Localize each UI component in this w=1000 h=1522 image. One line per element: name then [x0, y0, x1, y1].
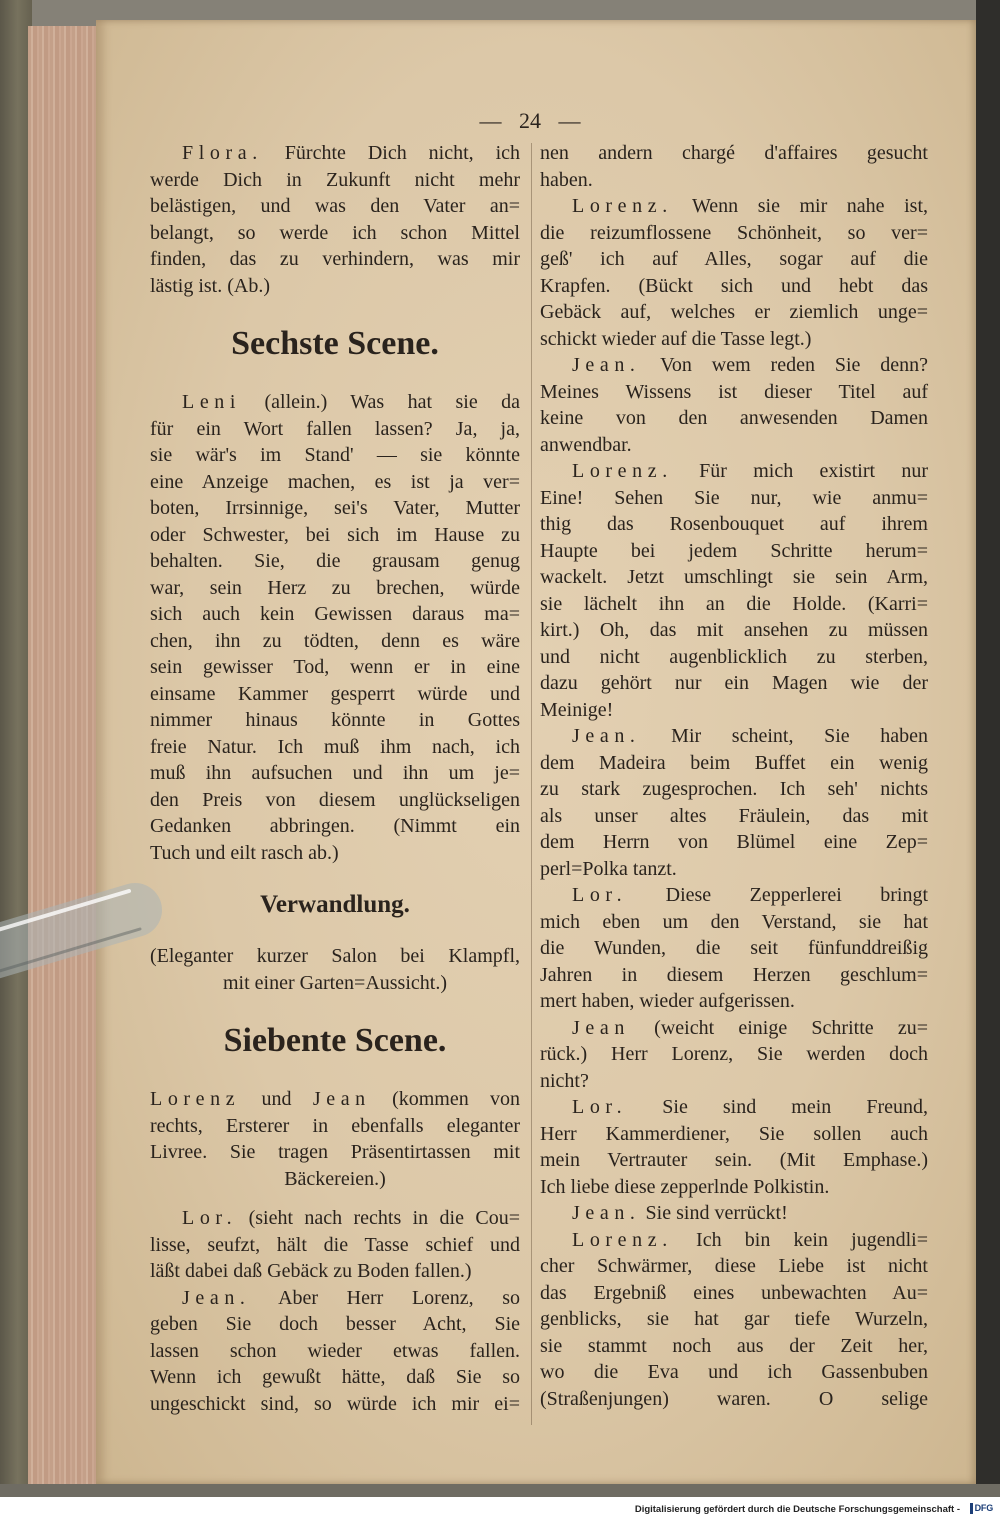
speech-paragraph	[540, 193, 928, 352]
line-text: Für mich existirt nur	[699, 460, 928, 482]
text-line: eine Anzeige machen, es ist ja ver=	[150, 470, 520, 493]
text-line: finden, das zu verhindern, was mir	[150, 248, 520, 270]
text-line	[540, 1227, 928, 1254]
text-line: Livree. Sie tragen Präsentirtassen mit	[150, 1141, 520, 1163]
text-line	[540, 1200, 928, 1227]
text-line: nimmer hinaus könnte in Gottes	[150, 709, 520, 731]
transformation-heading: Verwandlung.	[260, 890, 410, 918]
text-line: mert haben, wieder aufgerissen.	[540, 990, 795, 1012]
text-line: geß' ich auf Alles, sogar auf die	[540, 248, 928, 270]
speech-paragraph	[150, 1205, 520, 1285]
footer-bar	[0, 1497, 1000, 1522]
text-line: thig das Rosenbouquet auf ihrem	[540, 513, 928, 535]
line-text: Wenn sie mir nahe ist,	[692, 195, 928, 217]
text-line: Bäckereien.)	[284, 1167, 386, 1190]
text-line: war, sein Herz zu brechen, würde	[150, 576, 520, 599]
speaker-name: Lorenz	[150, 1088, 241, 1110]
text-line: dazu gehört nur ein Magen wie der	[540, 672, 928, 694]
text-line	[540, 1015, 928, 1042]
right-column	[540, 140, 928, 1412]
text-line: zu stark zugesprochen. Ich seh' nichts	[540, 778, 928, 800]
speech-paragraph	[540, 1094, 928, 1200]
speech-paragraph-continued	[540, 140, 928, 193]
text-line: die reizumflossene Schönheit, so ver=	[540, 221, 928, 244]
text-line: kirt.) Oh, das mit ansehen zu müssen	[540, 619, 928, 641]
text-line	[540, 723, 928, 750]
text-line	[540, 193, 928, 220]
stage-direction	[150, 1086, 520, 1192]
speech-paragraph	[540, 1200, 928, 1227]
text-line: als unser altes Fräulein, das mit	[540, 804, 928, 827]
text-line	[540, 352, 928, 379]
text-line: sie stammt noch aus der Zeit her,	[540, 1334, 928, 1357]
text-line: Meinige!	[540, 698, 614, 721]
text-line: sie lächelt ihn an die Holde. (Karri=	[540, 592, 928, 615]
text-line: (Eleganter kurzer Salon bei Klampfl,	[150, 945, 520, 967]
stage-direction	[150, 943, 520, 996]
line-text: Aber Herr Lorenz, so	[278, 1286, 520, 1309]
text-line: (Straßenjungen) waren. O selige	[540, 1387, 928, 1410]
speech-paragraph-continues	[150, 1285, 520, 1418]
text-line: den Preis von diesem unglückseligen	[150, 788, 520, 811]
text-line: lisse, seufzt, hält die Tasse schief und	[150, 1233, 520, 1256]
text-line	[150, 1086, 520, 1113]
text-line: wo die Eva und ich Gassenbuben	[540, 1361, 928, 1383]
line-text: (kommen von	[392, 1088, 521, 1110]
text-line: geben Sie doch besser Acht, Sie	[150, 1313, 520, 1335]
speaker-name: Jean.	[572, 1202, 641, 1224]
text-line: dem Madeira beim Buffet ein wenig	[540, 751, 928, 774]
text-line: anwendbar.	[540, 433, 632, 456]
text-line: oder Schwester, bei sich im Hause zu	[150, 523, 520, 546]
speech-paragraph	[540, 458, 928, 723]
line-text: Sie sind verrückt!	[645, 1202, 788, 1224]
line-text: Diese Zepperlerei bringt	[665, 884, 929, 906]
line-text: Fürchte Dich nicht, ich	[284, 142, 520, 164]
scanner-bed-right	[976, 0, 1000, 1497]
text-line: Eine! Sehen Sie nur, wie anmu=	[540, 486, 928, 509]
text-line: Haupte bei jedem Schritte herum=	[540, 539, 928, 562]
text-line: lassen schon wieder etwas fallen.	[150, 1339, 520, 1362]
line-text: (weicht einige Schritte zu=	[654, 1016, 929, 1039]
text-line: boten, Irrsinnige, sei's Vater, Mutter	[150, 497, 520, 519]
text-line: haben.	[540, 168, 593, 191]
text-line: für ein Wort fallen lassen? Ja, ja,	[150, 417, 520, 440]
text-line: freie Natur. Ich muß ihm nach, ich	[150, 735, 520, 758]
text-line: läßt dabei daß Gebäck zu Boden fallen.)	[150, 1260, 472, 1282]
speech-paragraph-continues	[540, 1227, 928, 1413]
dfg-logo-icon: DFG	[970, 1503, 993, 1514]
text-line: sich auch kein Gewissen daraus ma=	[150, 603, 520, 625]
text-line: Gebäck auf, welches er ziemlich unge=	[540, 301, 928, 323]
line-text: Mir scheint, Sie haben	[671, 725, 928, 747]
text-line: Herr Kammerdiener, Sie sollen auch	[540, 1122, 928, 1145]
text-line: das Ergebniß eines unbewachten Au=	[540, 1281, 928, 1304]
text-line: Jahren in diesem Herzen geschlum=	[540, 963, 928, 986]
line-text: Von wem reden Sie denn?	[660, 354, 929, 376]
line-text: und	[261, 1088, 292, 1110]
column-divider	[531, 143, 532, 1425]
line-text: (sieht nach rechts in die Cou=	[248, 1207, 520, 1229]
speech-paragraph	[540, 882, 928, 1015]
text-line: ungeschickt sind, so würde ich mir ei=	[150, 1392, 520, 1415]
text-line	[540, 882, 928, 909]
speaker-name: Jean.	[572, 725, 641, 747]
speaker-name: Jean.	[572, 354, 641, 376]
speech-paragraph	[540, 352, 928, 458]
text-line: belangt, so werde ich schon Mittel	[150, 221, 520, 244]
speaker-name: Jean	[312, 1088, 371, 1110]
scene-heading: Sechste Scene.	[231, 325, 439, 362]
text-line: genblicks, sie hat gar tiefe Wurzeln,	[540, 1308, 928, 1330]
speaker-name: Lorenz.	[572, 460, 673, 482]
page-edges	[28, 26, 104, 1484]
text-line	[150, 1205, 520, 1232]
text-line: muß ihn aufsuchen und ihn um je=	[150, 762, 520, 784]
text-line: einsame Kammer gesperrt würde und	[150, 682, 520, 705]
text-line: mein Vertrauter sein. (Mit Emphase.)	[540, 1149, 928, 1171]
text-line: nen andern chargé d'affaires gesucht	[540, 142, 928, 164]
speaker-name: Lorenz.	[572, 1228, 673, 1251]
scene-heading: Siebente Scene.	[223, 1022, 447, 1059]
text-line: Gedanken abbringen. (Nimmt ein	[150, 815, 520, 837]
text-line: perl=Polka tanzt.	[540, 857, 677, 880]
text-line: dem Herrn von Blümel eine Zep=	[540, 831, 928, 853]
speaker-name: Flora.	[182, 142, 263, 164]
text-line: wackelt. Jetzt umschlingt sie sein Arm,	[540, 566, 928, 588]
line-text: (allein.) Was hat sie da	[264, 391, 520, 413]
glass-page-weight	[0, 850, 175, 1000]
speech-paragraph	[540, 1015, 928, 1095]
text-line	[150, 389, 520, 416]
text-line: Ich liebe diese zepperlnde Polkistin.	[540, 1175, 830, 1198]
text-line: cher Schwärmer, diese Liebe ist nicht	[540, 1255, 928, 1277]
speaker-name: Jean.	[182, 1286, 251, 1309]
text-line	[150, 140, 520, 167]
text-line: Krapfen. (Bückt sich und hebt das	[540, 274, 928, 297]
text-line: lästig ist. (Ab.)	[150, 274, 270, 297]
scanner-bed-bottom	[0, 1484, 1000, 1497]
page-number: — 24 —	[479, 108, 581, 133]
line-text: Ich bin kein jugendli=	[696, 1228, 928, 1251]
speaker-name: Lorenz.	[572, 195, 673, 217]
text-line: und nicht augenblicklich zu sterben,	[540, 645, 928, 668]
text-line: Tuch und eilt rasch ab.)	[150, 841, 339, 864]
text-line: chen, ihn zu tödten, denn es wäre	[150, 629, 520, 652]
speaker-name: Lor.	[572, 1096, 628, 1118]
text-line: werde Dich in Zukunft nicht mehr	[150, 168, 520, 191]
text-line: rück.) Herr Lorenz, Sie werden doch	[540, 1043, 928, 1065]
line-text: Sie sind mein Freund,	[662, 1096, 929, 1118]
text-line: belästigen, und was den Vater an=	[150, 195, 520, 217]
speaker-name: Leni	[182, 391, 242, 413]
speaker-name: Lor.	[182, 1207, 238, 1229]
text-line	[540, 458, 928, 485]
left-column	[150, 140, 520, 1417]
speech-paragraph	[540, 723, 928, 882]
text-line: mit einer Garten=Aussicht.)	[223, 971, 447, 994]
text-line: behalten. Sie, die grausam genug	[150, 550, 520, 572]
speaker-name: Lor.	[572, 884, 628, 906]
text-line: nicht?	[540, 1069, 589, 1092]
text-line: rechts, Ersterer in ebenfalls eleganter	[150, 1114, 520, 1137]
text-line: sie wär's im Stand' — sie könnte	[150, 444, 520, 466]
text-line: mich eben um den Verstand, sie hat	[540, 910, 928, 933]
speech-paragraph	[150, 389, 520, 866]
funding-credit: Digitalisierung gefördert durch die Deutsche Forschungsgemeinschaft -	[634, 1504, 960, 1515]
text-line	[150, 1285, 520, 1312]
text-line: Meines Wissens ist dieser Titel auf	[540, 380, 928, 403]
text-line	[540, 1094, 928, 1121]
text-line: sein gewisser Tod, wenn er in eine	[150, 656, 520, 678]
speaker-name: Jean	[572, 1016, 630, 1039]
text-line: schickt wieder auf die Tasse legt.)	[540, 327, 812, 350]
text-line: Wenn ich gewußt hätte, daß Sie so	[150, 1366, 520, 1388]
text-line: keine von den anwesenden Damen	[540, 407, 928, 429]
text-line: die Wunden, die seit fünfunddreißig	[540, 937, 928, 959]
speech-paragraph	[150, 140, 520, 299]
